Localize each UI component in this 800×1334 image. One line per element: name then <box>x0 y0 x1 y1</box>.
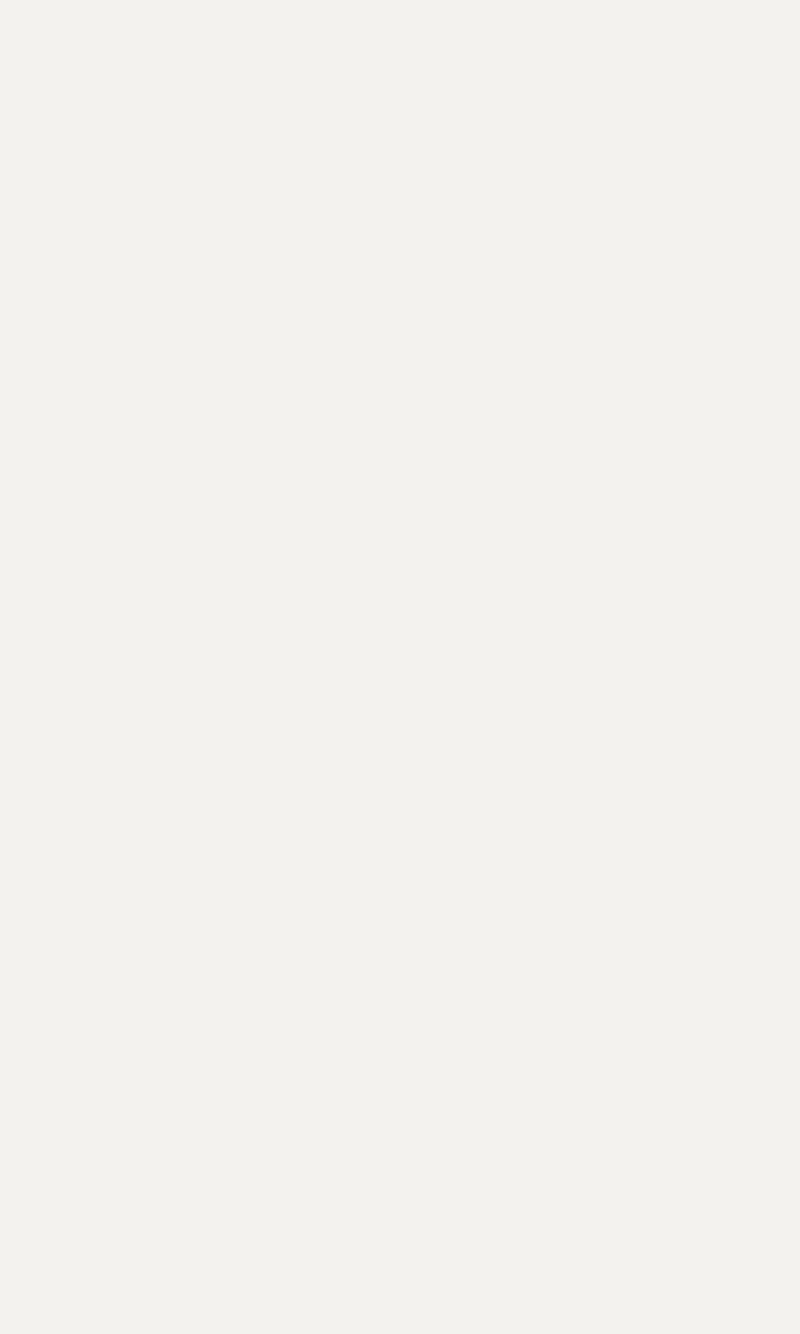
running-head <box>42 32 760 60</box>
